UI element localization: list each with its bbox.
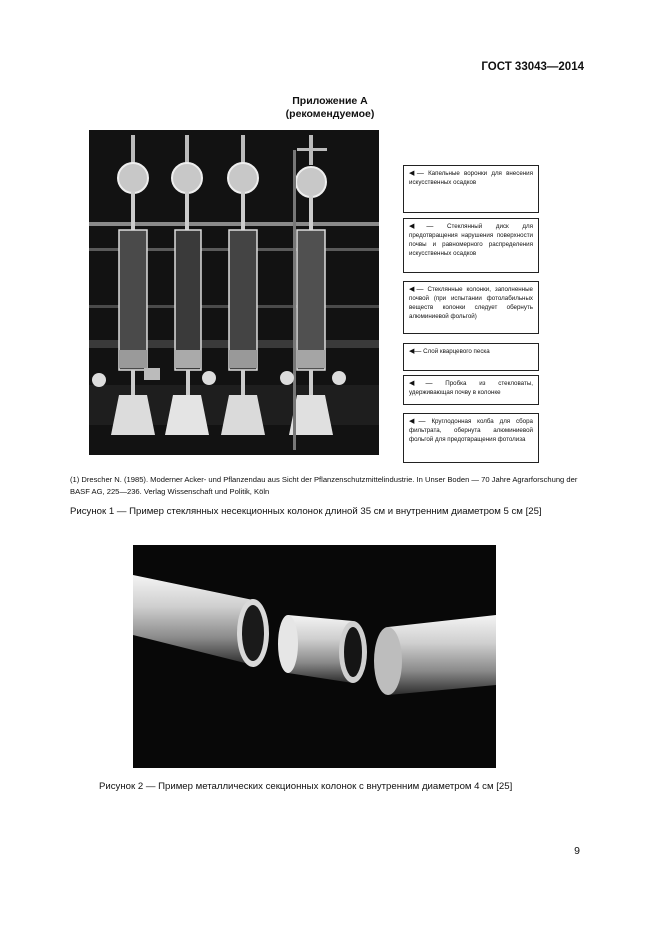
callout-text: Стеклянный диск для предотвращения нарушения поверхности почвы и равномерного распределения искусственных осадков — [409, 223, 533, 257]
standard-number: ГОСТ 33043—2014 — [481, 61, 584, 73]
left-arrow-icon: ◀— — [409, 286, 424, 293]
annex-subtitle: (рекомендуемое) — [285, 108, 375, 120]
callout-quartz-sand — [403, 343, 539, 371]
figure1-footnote: (1) Drescher N. (1985). Moderner Acker- und Pflanzendau aus Sicht der Pflanzenschutzmittelindustrie. In Unser Boden — 70 Jahre Agrarforschung der BASF AG, 225—236. Verlag Wissenschaft und Politik, Köln — [70, 475, 578, 496]
annex-title: Приложение А — [292, 95, 368, 107]
figure2-caption: Рисунок 2 — Пример металлических секционных колонок с внутренним диаметром 4 см [25] — [99, 781, 513, 792]
callout-text: Пробка из стекловаты, удерживающая почву в колонке — [409, 380, 533, 396]
left-arrow-icon: ◀— — [409, 418, 426, 425]
page-number: 9 — [574, 845, 580, 857]
callout-text: Стеклянные колонки, заполненные почвой (при испытании фотолабильных веществ колонки следует обернуть алюминиевой фольгой) — [409, 286, 533, 320]
left-arrow-icon: ◀— — [409, 223, 434, 230]
callout-glass-wool-plug — [403, 375, 539, 405]
annex-heading — [200, 95, 460, 121]
figure1-caption: Рисунок 1 — Пример стеклянных несекционных колонок длиной 35 см и внутренним диаметром 5 см [25] — [70, 506, 542, 517]
glass-columns-illustration — [89, 130, 379, 455]
callout-round-flask — [403, 413, 539, 463]
callout-glass-disc — [403, 218, 539, 273]
callout-text: Круглодонная колба для сбора фильтрата, обернута алюминиевой фольгой для предотвращения фотолиза — [409, 418, 533, 443]
callout-dropping-funnels — [403, 165, 539, 213]
callout-text: Слой кварцевого песка — [423, 348, 490, 355]
callout-text: Капельные воронки для внесения искусственных осадков — [409, 170, 533, 186]
left-arrow-icon: ◀— — [409, 348, 422, 355]
figure1-photo — [89, 130, 379, 455]
figure2-photo — [133, 545, 496, 768]
left-arrow-icon: ◀— — [409, 170, 424, 177]
metal-columns-illustration — [133, 545, 496, 768]
callout-glass-columns — [403, 281, 539, 334]
left-arrow-icon: ◀— — [409, 380, 433, 387]
